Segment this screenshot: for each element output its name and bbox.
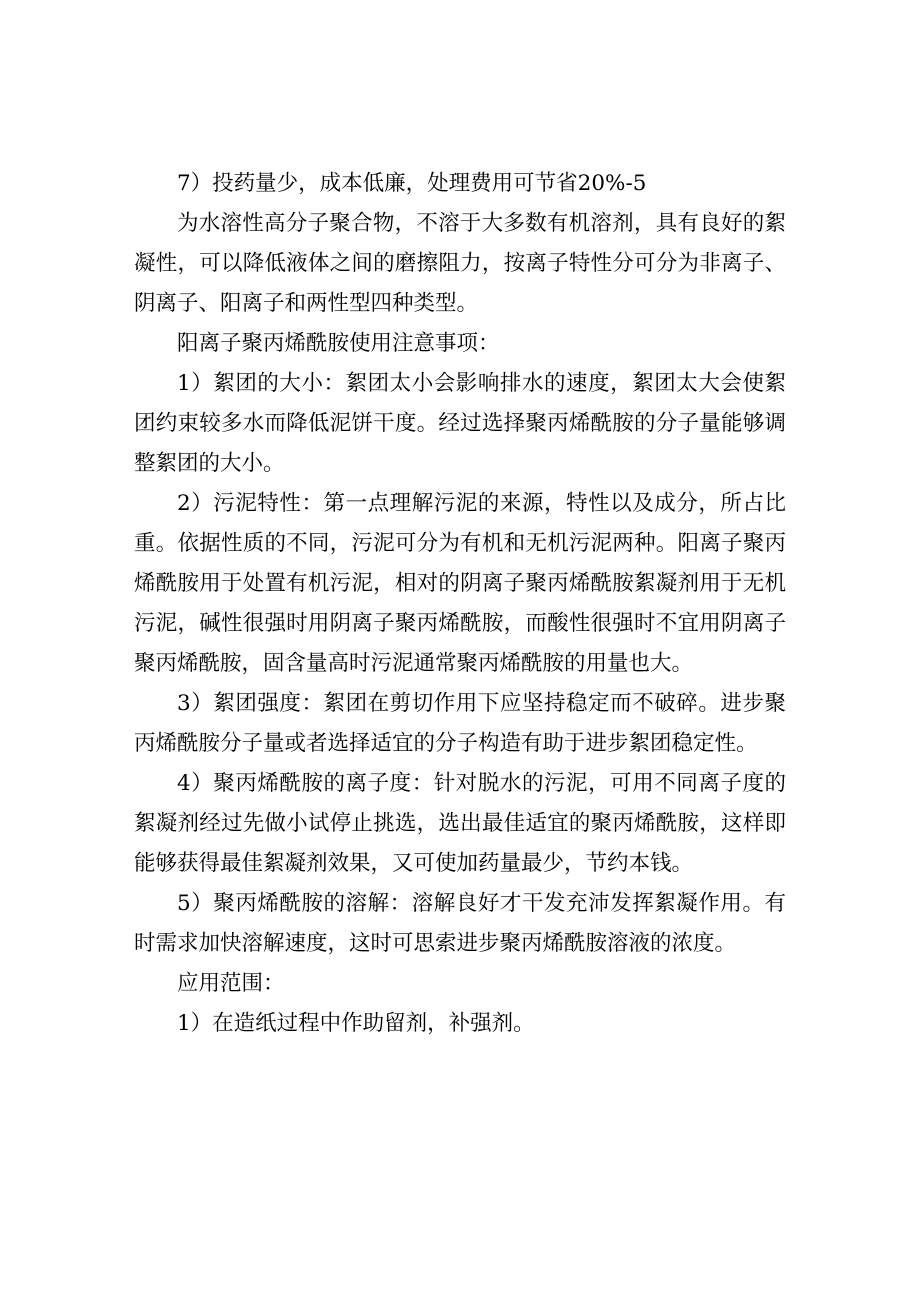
paragraph-floc-size: 1）絮团的大小：絮团太小会影响排水的速度，絮团太大会使絮团约束较多水而降低泥饼干度。经过选择聚丙烯酰胺的分子量能够调整絮团的大小。 (134, 371, 786, 476)
document-body (134, 164, 786, 1044)
paragraph-dissolution: 5）聚丙烯酰胺的溶解：溶解良好才干发充沛发挥絮凝作用。有时需求加快溶解速度，这时可思索进步聚丙烯酰胺溶液的浓度。 (134, 891, 786, 956)
paragraph-application-heading: 应用范围： (177, 971, 285, 996)
paragraph-dosage-cost: 7）投药量少，成本低廉，处理费用可节省20%-5 (177, 171, 647, 196)
paragraph-cationic-notes-heading: 阳离子聚丙烯酰胺使用注意事项： (177, 331, 500, 356)
paragraph-ionic-degree: 4）聚丙烯酰胺的离子度：针对脱水的污泥，可用不同离子度的絮凝剂经过先做小试停止挑选，选出最佳适宜的聚丙烯酰胺，这样即能够获得最佳絮凝剂效果，又可使加药量最少，节约本钱。 (134, 771, 786, 876)
paragraph-sludge-characteristics: 2）污泥特性：第一点理解污泥的来源，特性以及成分，所占比重。依据性质的不同，污泥可分为有机和无机污泥两种。阳离子聚丙烯酰胺用于处置有机污泥，相对的阴离子聚丙烯酰胺絮凝剂用于无机污泥，碱性很强时用阴离子聚丙烯酰胺，而酸性很强时不宜用阴离子聚丙烯酰胺，固含量高时污泥通常聚丙烯酰胺的用量也大。 (134, 491, 786, 676)
paragraph-papermaking: 1）在造纸过程中作助留剂，补强剂。 (177, 1011, 535, 1036)
paragraph-floc-strength: 3）絮团强度：絮团在剪切作用下应坚持稳定而不破碎。进步聚丙烯酰胺分子量或者选择适宜的分子构造有助于进步絮团稳定性。 (134, 691, 786, 756)
paragraph-pam-description: 为水溶性高分子聚合物，不溶于大多数有机溶剂，具有良好的絮凝性，可以降低液体之间的磨擦阻力，按离子特性分可分为非离子、阴离子、阳离子和两性型四种类型。 (134, 211, 786, 316)
